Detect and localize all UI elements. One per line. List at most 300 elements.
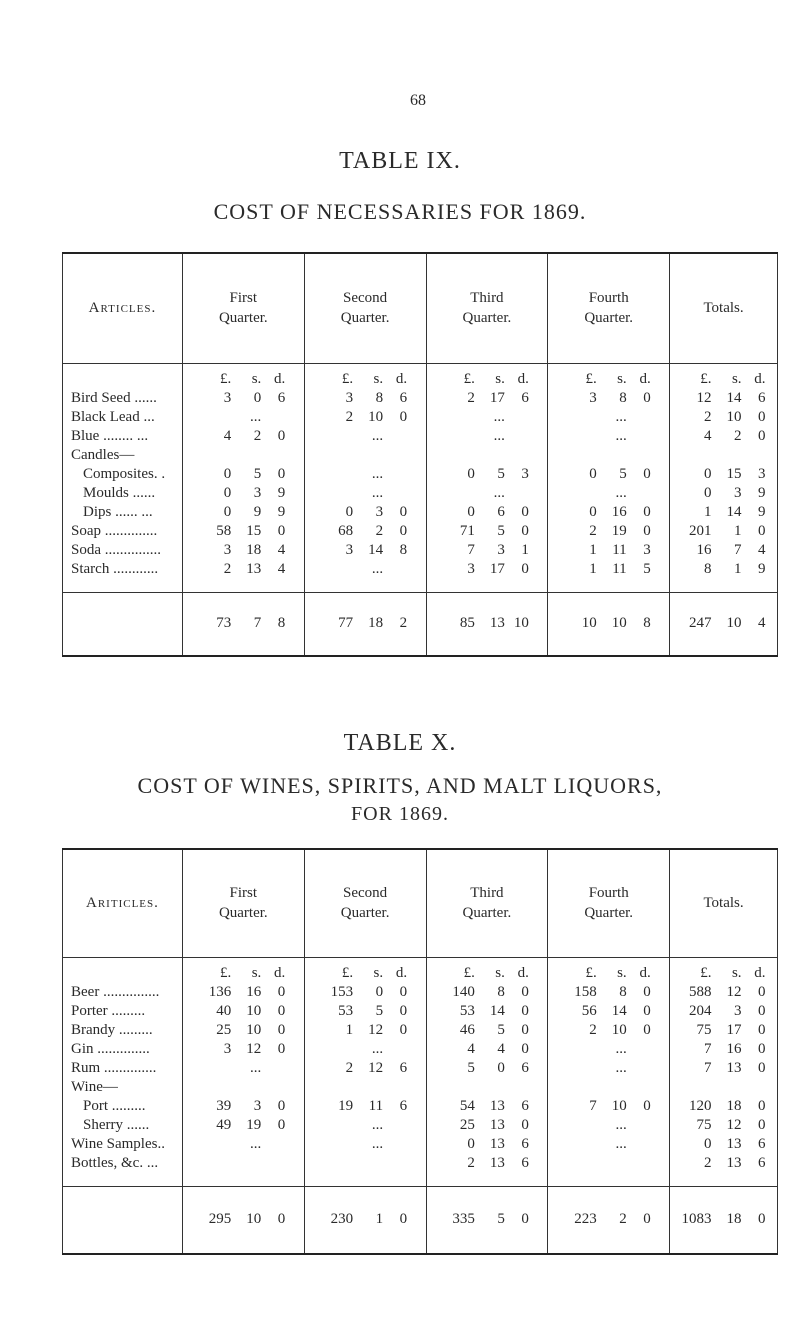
- pounds: 0: [467, 466, 475, 482]
- pence: 0: [277, 984, 286, 1000]
- cell-q3: [426, 409, 548, 428]
- cell-q3: [426, 1098, 548, 1117]
- cell-q1: [182, 523, 304, 542]
- pounds: 140: [452, 984, 475, 1000]
- q2-header-line2: Quarter.: [340, 310, 390, 327]
- q4-header: [548, 849, 670, 957]
- pounds: 3: [345, 542, 354, 558]
- table-row: [63, 1098, 778, 1117]
- cell-q3: [426, 1136, 548, 1155]
- unit-shillings: s.: [373, 965, 384, 981]
- articles-header: Articles.: [63, 253, 183, 363]
- pounds: 3: [589, 390, 597, 406]
- pounds: [567, 1041, 597, 1058]
- q2-header-line1: Second: [343, 290, 388, 307]
- pence: 0: [399, 504, 408, 520]
- q2-header: [304, 253, 426, 363]
- shillings: 18: [246, 542, 262, 558]
- row-label: Wine Samples..: [63, 1136, 183, 1155]
- cell-q2: [304, 523, 426, 542]
- cell-q2: [304, 1136, 426, 1155]
- pounds: 46: [459, 1022, 475, 1038]
- pounds: 2: [467, 390, 475, 406]
- cell-q3: [426, 1079, 548, 1098]
- shillings: 7: [253, 615, 262, 632]
- table-row: [63, 1003, 778, 1022]
- pence: 3: [521, 466, 529, 482]
- pounds: 2: [704, 409, 712, 425]
- pounds: 53: [338, 1003, 354, 1019]
- cell-q2: [304, 409, 426, 428]
- cell-q3: [426, 523, 548, 542]
- cell-q4: [548, 523, 670, 542]
- cell-q2: [304, 542, 426, 561]
- table-row: [63, 1022, 778, 1041]
- pounds: 3: [467, 561, 475, 577]
- shillings: ...: [615, 409, 627, 425]
- pence: 0: [521, 1211, 529, 1228]
- row-label: Bottles, &c. ...: [63, 1155, 183, 1174]
- cell-q4: [548, 428, 670, 447]
- pounds: [323, 485, 353, 502]
- q4-header: [548, 253, 670, 363]
- shillings: ...: [371, 428, 384, 444]
- cell-t: [670, 523, 778, 542]
- pence: 0: [521, 523, 529, 539]
- pounds: 0: [704, 485, 712, 501]
- shillings: 5: [497, 523, 505, 539]
- pence: 0: [758, 409, 766, 425]
- cell-q3: [426, 1041, 548, 1060]
- pence: 0: [277, 523, 286, 539]
- cell-q3: [426, 504, 548, 523]
- shillings: 11: [612, 561, 627, 577]
- pence: 0: [521, 1003, 529, 1019]
- pounds: 58: [216, 523, 232, 539]
- shillings: 10: [726, 615, 742, 632]
- shillings: 13: [489, 1098, 505, 1114]
- table-row: [63, 1041, 778, 1060]
- pounds: 223: [574, 1211, 597, 1228]
- shillings: 0: [253, 390, 262, 406]
- unit-pounds: £.: [220, 965, 232, 981]
- pounds: [323, 1117, 353, 1134]
- shillings: 14: [368, 542, 384, 558]
- pounds: 230: [330, 1211, 354, 1228]
- q3-header-line2: Quarter.: [462, 310, 512, 327]
- totals-row: [63, 1186, 778, 1254]
- cell-q4: [548, 1060, 670, 1079]
- pence: [261, 1060, 285, 1077]
- pounds: 73: [216, 615, 232, 632]
- shillings: 12: [246, 1041, 262, 1057]
- q1-header-line2: Quarter.: [218, 905, 268, 922]
- pence: 0: [758, 1211, 766, 1228]
- pence: 6: [399, 1098, 408, 1114]
- shillings: 10: [611, 1022, 627, 1038]
- pounds: 7: [704, 1041, 712, 1057]
- pounds: 136: [208, 984, 232, 1000]
- pounds: 153: [330, 984, 354, 1000]
- shillings: ...: [615, 1060, 627, 1076]
- pence: 0: [643, 984, 651, 1000]
- pence: 9: [758, 561, 766, 577]
- shillings: ...: [615, 1136, 627, 1152]
- pounds: 39: [216, 1098, 232, 1114]
- unit-shillings: s.: [617, 965, 627, 981]
- shillings: ...: [371, 1041, 384, 1057]
- q4-header-line1: Fourth: [588, 885, 629, 902]
- pounds: 7: [704, 1060, 712, 1076]
- unit-shillings: s.: [373, 371, 384, 387]
- unit-pence: d.: [754, 371, 766, 387]
- row-label: Soap ..............: [63, 523, 183, 542]
- unit-shillings: s.: [617, 371, 627, 387]
- pounds: 16: [696, 542, 712, 558]
- shillings: 5: [497, 466, 505, 482]
- cell-q3: [426, 466, 548, 485]
- shillings: 15: [726, 466, 742, 482]
- q1-header-line1: First: [229, 290, 258, 307]
- cell-q1: [182, 504, 304, 523]
- pence: 0: [758, 1060, 766, 1076]
- cell-q4: [548, 466, 670, 485]
- shillings: 8: [375, 390, 384, 406]
- cell-q1: [182, 1022, 304, 1041]
- pence: 0: [643, 1211, 651, 1228]
- cell-q3: [426, 390, 548, 409]
- pounds: 120: [689, 1098, 712, 1114]
- shillings: 3: [375, 504, 384, 520]
- pounds: 68: [338, 523, 354, 539]
- table-ix-title: TABLE IX.: [339, 148, 461, 174]
- shillings: 11: [368, 1098, 384, 1114]
- pence: 0: [643, 1003, 651, 1019]
- cell-t: [670, 1003, 778, 1022]
- shillings: ...: [615, 485, 627, 501]
- pence: [261, 409, 285, 426]
- pence: 8: [277, 615, 286, 632]
- pounds: [567, 409, 597, 426]
- pence: 0: [399, 523, 408, 539]
- row-label: Sherry ......: [63, 1117, 183, 1136]
- cell-q2: [304, 1060, 426, 1079]
- q3-header-line1: Third: [470, 885, 504, 902]
- row-label: Rum ..............: [63, 1060, 183, 1079]
- cell-q1: [182, 447, 304, 466]
- pounds: [323, 466, 353, 483]
- pounds: 2: [345, 1060, 354, 1076]
- table-row: [63, 504, 778, 523]
- pounds: 158: [574, 984, 597, 1000]
- cell-q1: [182, 1003, 304, 1022]
- shillings: ...: [250, 1060, 262, 1076]
- pounds: [323, 1041, 353, 1058]
- cell-t: [670, 1022, 778, 1041]
- shillings: 2: [253, 428, 262, 444]
- pence: [383, 1041, 407, 1058]
- pounds: 54: [459, 1098, 475, 1114]
- table-row: [63, 409, 778, 428]
- table-ix-subtitle: COST OF NECESSARIES FOR 1869.: [213, 199, 587, 224]
- cell-t: [670, 1098, 778, 1117]
- cell-q2: [304, 1117, 426, 1136]
- shillings: 14: [726, 390, 742, 406]
- cell-q1: [182, 1079, 304, 1098]
- pounds: [567, 1060, 597, 1077]
- cell-q4: [548, 1117, 670, 1136]
- pence: 0: [277, 1022, 286, 1038]
- cell-q4: [548, 1098, 670, 1117]
- shillings: 13: [726, 1060, 742, 1076]
- pence: [627, 1136, 651, 1153]
- cell-q4: [548, 1022, 670, 1041]
- shillings: 14: [726, 504, 742, 520]
- unit-shillings: s.: [251, 965, 262, 981]
- cell-q1: [182, 1098, 304, 1117]
- pence: 0: [758, 523, 766, 539]
- pence: 0: [643, 390, 651, 406]
- units-q4: [548, 965, 670, 984]
- cell-q1: [182, 390, 304, 409]
- pence: 0: [277, 466, 286, 482]
- cell-q3: [426, 984, 548, 1003]
- shillings: 2: [375, 523, 384, 539]
- cell-t: [670, 1155, 778, 1174]
- cell-t: [670, 1117, 778, 1136]
- pounds: 201: [689, 523, 712, 539]
- pence: 0: [399, 1022, 408, 1038]
- pence: 0: [277, 428, 286, 444]
- cell-q3: [426, 1060, 548, 1079]
- shillings: 5: [375, 1003, 384, 1019]
- shillings: ...: [615, 428, 627, 444]
- cell-q2: [304, 428, 426, 447]
- shillings: 9: [253, 504, 262, 520]
- pence: [383, 1117, 407, 1134]
- row-label: Starch ............: [63, 561, 183, 580]
- row-label: Composites. .: [63, 466, 183, 485]
- pounds: 3: [223, 390, 232, 406]
- q2-header: [304, 849, 426, 957]
- shillings: 18: [726, 1211, 742, 1228]
- table-row: [63, 1117, 778, 1136]
- shillings: 2: [619, 1211, 627, 1228]
- table-row: [63, 984, 778, 1003]
- units-t: [670, 371, 778, 390]
- pounds: 2: [345, 409, 354, 425]
- pounds: [567, 428, 597, 445]
- shillings: 10: [611, 615, 627, 632]
- pence: 0: [643, 523, 651, 539]
- pounds: 2: [223, 561, 232, 577]
- pounds: 49: [216, 1117, 232, 1133]
- shillings: 8: [619, 984, 627, 1000]
- unit-pounds: £.: [585, 965, 597, 981]
- pence: 0: [277, 1003, 286, 1019]
- pounds: [567, 1136, 597, 1153]
- shillings: ...: [371, 1136, 384, 1152]
- cell-q2: [304, 390, 426, 409]
- shillings: ...: [493, 485, 505, 501]
- shillings: ...: [371, 466, 384, 482]
- unit-pence: d.: [395, 965, 408, 981]
- pence: 0: [758, 1022, 766, 1038]
- row-label: Bird Seed ......: [63, 390, 183, 409]
- shillings: 3: [497, 542, 505, 558]
- cell-q4: [548, 1041, 670, 1060]
- pence: 0: [758, 1041, 766, 1057]
- cell-q1: [182, 428, 304, 447]
- pounds: 7: [589, 1098, 597, 1114]
- pence: 0: [277, 1117, 286, 1133]
- cell-t: [670, 1041, 778, 1060]
- table-row: [63, 390, 778, 409]
- unit-shillings: s.: [495, 965, 505, 981]
- table-x: [62, 848, 778, 1255]
- shillings: 17: [489, 561, 505, 577]
- shillings: 10: [246, 1022, 262, 1038]
- pounds: 0: [223, 466, 232, 482]
- pence: 0: [521, 1117, 529, 1133]
- cell-q4: [548, 561, 670, 580]
- sum-q3: [426, 1186, 548, 1254]
- pence: 4: [758, 542, 766, 558]
- pounds: 0: [704, 1136, 712, 1152]
- table-row: [63, 485, 778, 504]
- cell-q2: [304, 1155, 426, 1174]
- q1-header-line1: First: [229, 885, 258, 902]
- shillings: 5: [497, 1022, 505, 1038]
- pence: 6: [758, 390, 766, 406]
- shillings: 5: [619, 466, 627, 482]
- pounds: 75: [696, 1117, 712, 1133]
- pence: 4: [277, 542, 286, 558]
- cell-q3: [426, 1022, 548, 1041]
- pounds: 85: [459, 615, 475, 632]
- shillings: 14: [489, 1003, 505, 1019]
- pounds: 7: [467, 542, 475, 558]
- shillings: 1: [375, 1211, 384, 1228]
- cell-q3: [426, 485, 548, 504]
- sum-q2: [304, 592, 426, 656]
- pence: 0: [521, 984, 529, 1000]
- pence: 6: [277, 390, 286, 406]
- pounds: 56: [581, 1003, 597, 1019]
- table-row: [63, 1079, 778, 1098]
- cell-t: [670, 504, 778, 523]
- pence: [627, 1041, 651, 1058]
- pence: [627, 1117, 651, 1134]
- unit-shillings: s.: [495, 371, 505, 387]
- pence: 9: [758, 485, 766, 501]
- pounds: 1083: [681, 1211, 712, 1228]
- q2-header-line1: Second: [343, 885, 388, 902]
- shillings: 10: [246, 1003, 262, 1019]
- shillings: ...: [615, 1117, 627, 1133]
- pounds: 10: [581, 615, 597, 632]
- cell-q3: [426, 428, 548, 447]
- cell-q4: [548, 504, 670, 523]
- shillings: 12: [368, 1022, 384, 1038]
- pounds: 0: [589, 504, 597, 520]
- pounds: 0: [345, 504, 354, 520]
- pence: 0: [758, 984, 766, 1000]
- unit-pence: d.: [395, 371, 408, 387]
- row-label: Porter .........: [63, 1003, 183, 1022]
- cell-t: [670, 561, 778, 580]
- pence: 4: [277, 561, 286, 577]
- cell-q1: [182, 1060, 304, 1079]
- table-row: [63, 1136, 778, 1155]
- cell-q1: [182, 984, 304, 1003]
- pence: [383, 561, 407, 578]
- cell-q4: [548, 1155, 670, 1174]
- pence: 6: [758, 1136, 766, 1152]
- q3-header: [426, 253, 548, 363]
- pounds: 2: [589, 1022, 597, 1038]
- pence: 0: [643, 466, 651, 482]
- pence: [383, 1136, 407, 1153]
- shillings: 3: [734, 485, 742, 501]
- shillings: ...: [493, 428, 505, 444]
- pounds: 2: [704, 1155, 712, 1171]
- sum-q4: [548, 592, 670, 656]
- cell-q1: [182, 1136, 304, 1155]
- pence: 8: [643, 615, 651, 632]
- totals-header: Totals.: [670, 253, 778, 363]
- pounds: [201, 409, 231, 426]
- pence: 0: [399, 1211, 408, 1228]
- pounds: 0: [223, 504, 232, 520]
- pounds: 204: [689, 1003, 712, 1019]
- cell-q1: [182, 542, 304, 561]
- sum-t: [670, 592, 778, 656]
- pence: [627, 409, 651, 426]
- pence: [505, 485, 529, 502]
- table-row: [63, 1155, 778, 1174]
- units-q3: [426, 965, 548, 984]
- cell-q3: [426, 447, 548, 466]
- table-row: [63, 561, 778, 580]
- units-q2: [304, 371, 426, 390]
- table-row: [63, 1060, 778, 1079]
- page-number: 68: [410, 92, 426, 109]
- q3-header: [426, 849, 548, 957]
- shillings: 10: [368, 409, 384, 425]
- cell-q2: [304, 466, 426, 485]
- pence: 0: [758, 1003, 766, 1019]
- cell-t: [670, 390, 778, 409]
- pence: 8: [399, 542, 408, 558]
- pounds: [567, 485, 597, 502]
- totals-header: Totals.: [670, 849, 778, 957]
- pence: 9: [277, 485, 286, 501]
- pounds: [323, 428, 353, 445]
- row-label: Candles—: [63, 447, 183, 466]
- shillings: 5: [253, 466, 262, 482]
- pounds: [445, 428, 475, 445]
- pence: 9: [277, 504, 286, 520]
- shillings: 10: [726, 409, 742, 425]
- unit-pounds: £.: [341, 371, 354, 387]
- unit-pence: d.: [754, 965, 766, 981]
- sum-q3: [426, 592, 548, 656]
- sum-t: [670, 1186, 778, 1254]
- unit-pence: d.: [639, 965, 651, 981]
- pounds: 0: [467, 504, 475, 520]
- shillings: 14: [611, 1003, 627, 1019]
